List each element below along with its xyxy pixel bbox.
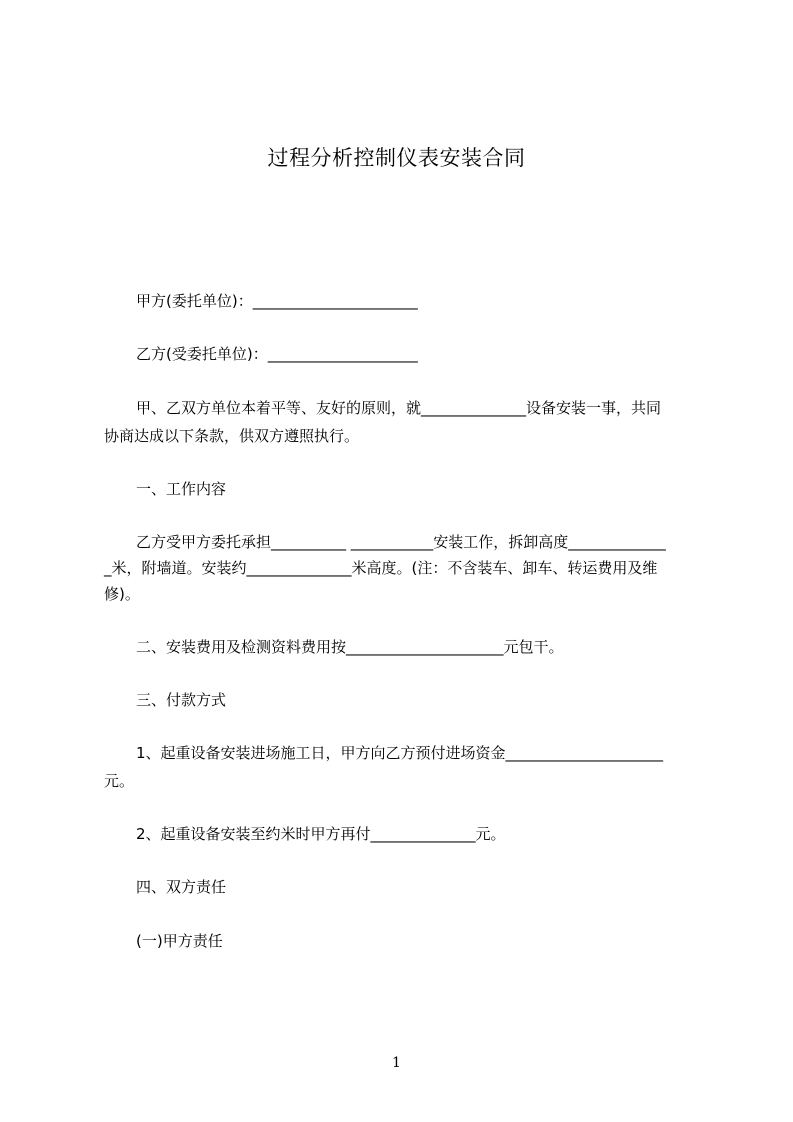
party-a-line: 甲方(委托单位)：______________________ [136,292,418,310]
document-title: 过程分析控制仪表安装合同 [267,146,526,170]
intro-paragraph-line-2: 协商达成以下条款，供双方遵照执行。 [104,427,360,445]
section-2-fee: 二、安装费用及检测资料费用按_____________________元包干。 [136,638,564,656]
section-4-heading: 四、双方责任 [136,878,227,896]
intro-paragraph-line-1: 甲、乙双方单位本着平等、友好的原则，就______________设备安装一事，共同 [136,399,662,417]
payment-item-1-line-1: 1、起重设备安装进场施工日，甲方向乙方预付进场资金_____________________ [136,744,664,762]
party-b-line: 乙方(受委托单位)：____________________ [136,345,418,363]
page-number: 1 [392,1055,401,1071]
section-3-heading: 三、付款方式 [136,691,227,709]
work-content-line-1: 乙方受甲方委托承担__________ ___________安装工作，拆卸高度_____________ [136,533,666,551]
work-content-line-2: _米，附墙道。安装约______________米高度。(注：不含装车、卸车、转运费用及维 [104,559,658,577]
party-a-responsibility-heading: (一)甲方责任 [136,932,223,950]
payment-item-1-line-2: 元。 [104,772,135,790]
work-content-line-3: 修)。 [104,585,140,603]
section-1-heading: 一、工作内容 [136,480,227,498]
payment-item-2: 2、起重设备安装至约米时甲方再付______________元。 [136,825,506,843]
